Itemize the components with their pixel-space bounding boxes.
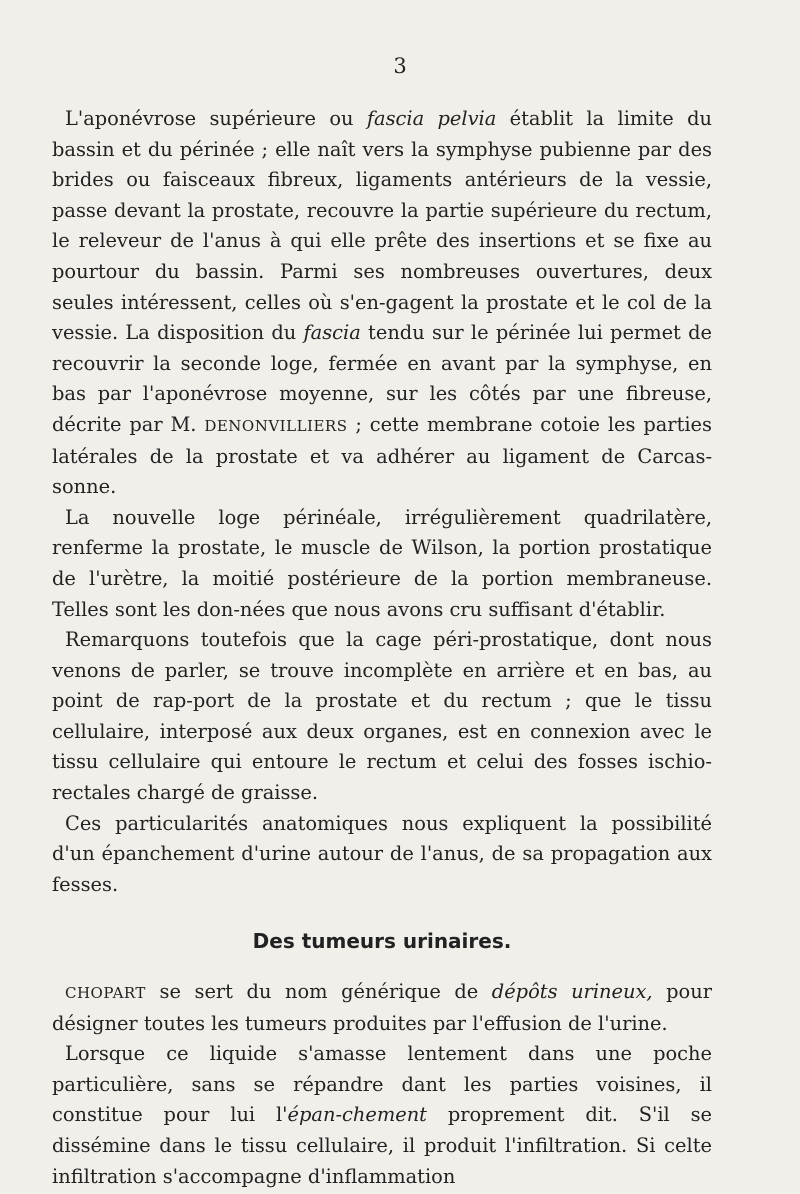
italic-run: épan-chement	[287, 1103, 427, 1127]
body-text	[52, 104, 712, 1192]
page-number: 3	[393, 54, 407, 78]
text-run: ; cette membrane cotoie les parties latérales de la prostate et va adhérer au ligament de Carcas-sonne.	[52, 412, 712, 499]
text-run: tendu sur le périnée lui permet de recouvrir la seconde loge, fermée en avant par la symphyse, en bas par l'aponévrose moyenne, sur les côtés par une fibreuse, décrite par M.	[52, 321, 712, 436]
text-run: Remarquons toutefois que la cage péri-prostatique, dont nous venons de parler, se trouve incomplète en arrière et en bas, au point de rap-port de la prostate et du rectum ; que le tissu cellulaire, interposé aux deux organes, est en connexion avec le tissu cellulaire qui entoure le rectum et celui des fosses ischio-rectales chargé de graisse.	[52, 628, 712, 805]
small-caps-name: DENONVILLIERS	[204, 416, 348, 435]
paragraph	[52, 625, 712, 809]
text-run: Ces particularités anatomiques nous expliquent la possibilité d'un épanchement d'urine autour de l'anus, de sa propagation aux fesses.	[52, 811, 712, 896]
text-run: Lorsque ce liquide s'amasse lentement dans une poche particulière, sans se répandre dant les parties voisines, il constitue pour lui l'	[52, 1042, 712, 1127]
text-run: proprement dit. S'il se dissémine dans le tissu cellulaire, il produit l'infiltration. Si celte infiltration s'accompagne d'inflammation	[52, 1103, 713, 1188]
small-caps-name: CHOPART	[65, 984, 146, 1003]
italic-run: fascia pelvia	[366, 107, 497, 130]
section-heading: Des tumeurs urinaires.	[252, 929, 512, 954]
text-run: La nouvelle loge périnéale, irrégulièrement quadrilatère, renferme la prostate, le muscle de Wilson, la portion prostatique de l'urètre, la moitié postérieure de la portion membraneuse. Telles sont les don-nées que nous avons cru suffisant d'établir.	[52, 505, 712, 621]
italic-run: dépôts urineux,	[491, 980, 653, 1004]
paragraph-group-1	[52, 104, 712, 900]
text-run: établit la limite du bassin et du périnée ; elle naît vers la symphyse pubienne par des brides ou faisceaux fibreux, ligaments antérieurs de la vessie, passe devant la prostate, recouvre la partie supérieure du rectum, le releveur de l'anus à qui elle prête des insertions et se fixe au pourtour du bassin. Parmi ses nombreuses ouvertures, deux seules intéressent, celles où s'en-gagent la prostate et le col de la vessie. La disposition du	[52, 107, 713, 345]
text-run: se sert du nom générique de	[145, 980, 492, 1004]
paragraph	[52, 809, 712, 901]
paragraph	[52, 1039, 712, 1192]
italic-run: fascia	[303, 321, 361, 345]
paragraph	[52, 503, 712, 625]
text-run: L'aponévrose supérieure ou	[65, 107, 367, 130]
paragraph	[52, 104, 712, 503]
paragraph	[52, 977, 712, 1039]
text-run: pour désigner toutes les tumeurs produites par l'effusion de l'urine.	[52, 980, 712, 1035]
paragraph-group-2	[52, 977, 712, 1192]
